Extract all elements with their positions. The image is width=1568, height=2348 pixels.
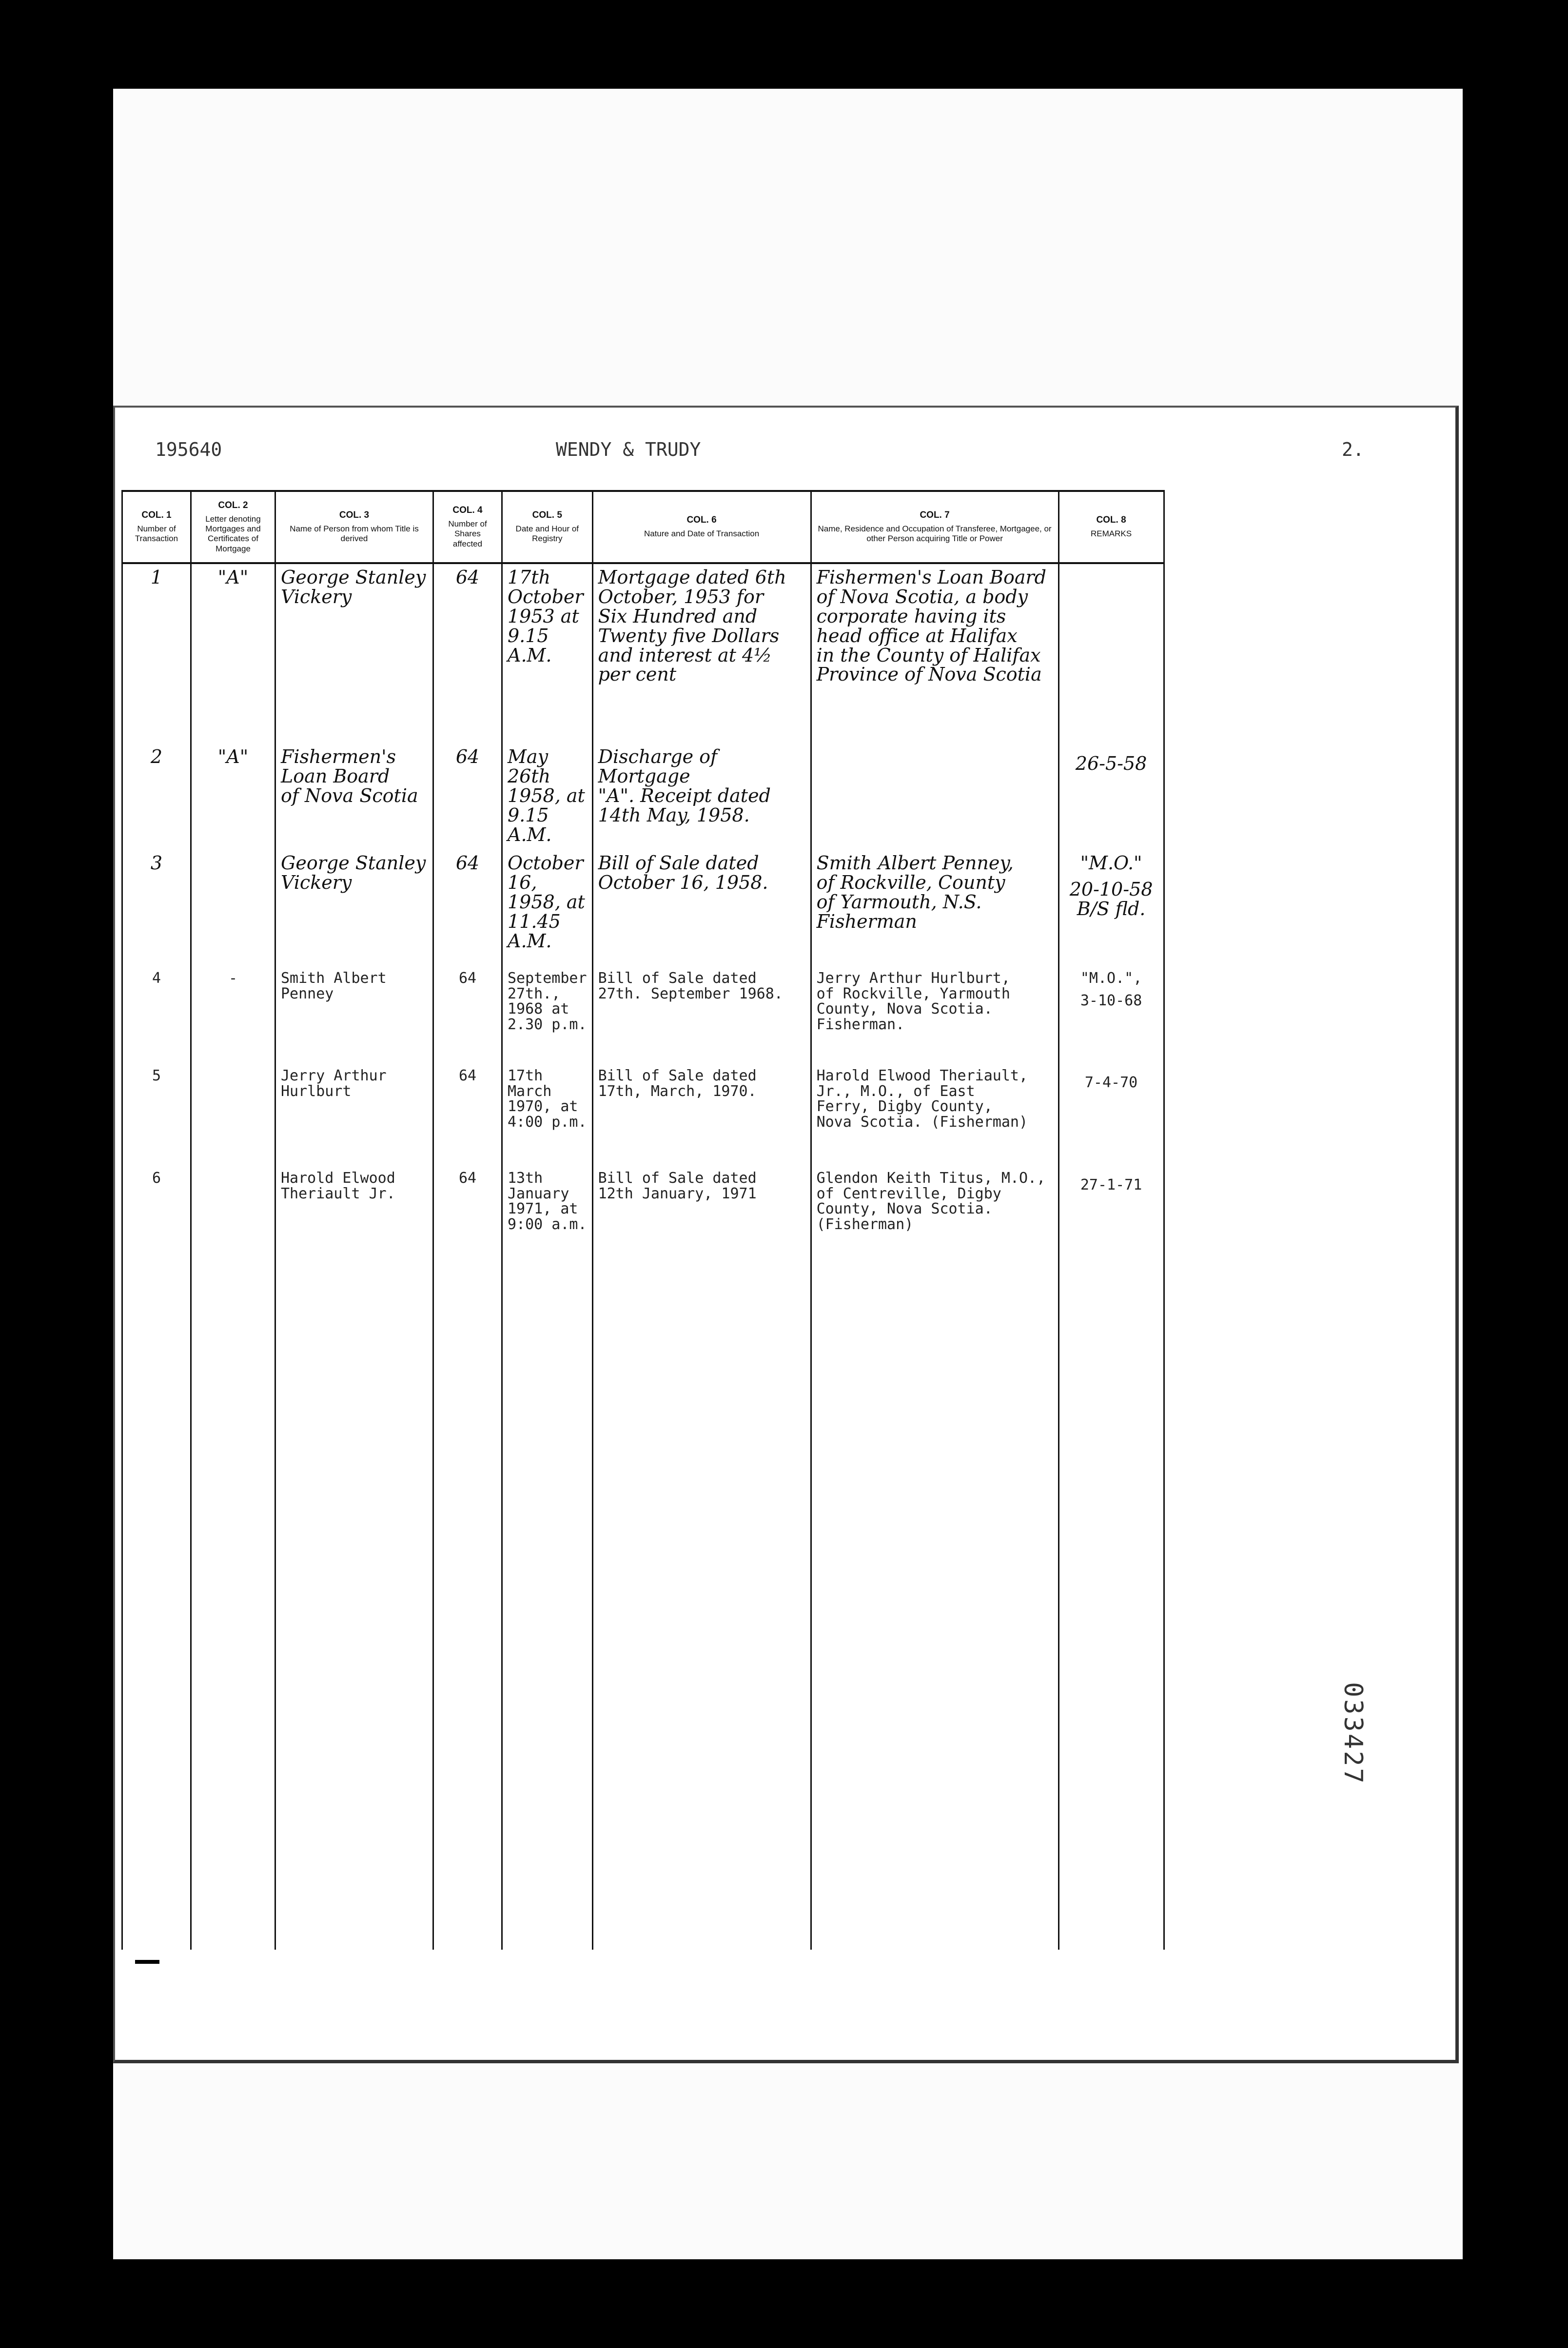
document-stamp: 033427 [1338, 1682, 1368, 1785]
transaction-nature: Bill of Sale dated 17th, March, 1970. [592, 1064, 811, 1167]
remarks-cell [1058, 744, 1164, 850]
transaction-nature: Bill of Sale dated 12th January, 1971 [592, 1167, 811, 1269]
blank-cell [191, 1269, 275, 1950]
column-number: COL. 3 [339, 510, 370, 521]
title-derived-from: Smith Albert Penney [275, 967, 433, 1064]
remark-date: 3-10-68 [1080, 992, 1142, 1009]
column-number: COL. 6 [686, 515, 717, 526]
column-number: COL. 4 [452, 505, 483, 516]
title-derived-from: Harold Elwood Theriault Jr. [275, 1167, 433, 1269]
title-derived-from: Jerry Arthur Hurlburt [275, 1064, 433, 1167]
table-row [122, 1167, 1164, 1269]
blank-ruled-space [122, 1269, 1164, 1950]
shares-affected: 64 [433, 967, 502, 1064]
ship-register-table [121, 490, 1165, 1950]
column-label: Name of Person from whom Title is derived [290, 524, 419, 544]
transferee-details [811, 744, 1058, 850]
transaction-nature: Bill of Sale dated 27th. September 1968. [592, 967, 811, 1064]
shares-affected: 64 [433, 563, 502, 744]
registry-number: 195640 [155, 439, 222, 460]
column-header-2 [191, 491, 275, 563]
edge-mark [135, 1960, 159, 1964]
column-header-8 [1058, 491, 1164, 563]
blank-cell [433, 1269, 502, 1950]
remarks-cell [1058, 563, 1164, 744]
column-number: COL. 7 [920, 510, 950, 521]
column-header-6 [592, 491, 811, 563]
transaction-number: 6 [122, 1167, 191, 1269]
column-number: COL. 1 [141, 510, 172, 521]
page-number: 2. [1342, 439, 1364, 460]
registry-date-hour: May 26th 1958, at 9.15 A.M. [502, 744, 593, 850]
table-row [122, 967, 1164, 1064]
vessel-name: WENDY & TRUDY [556, 439, 701, 460]
transaction-number: 3 [122, 850, 191, 967]
column-header-4 [433, 491, 502, 563]
column-header-1 [122, 491, 191, 563]
shares-affected: 64 [433, 744, 502, 850]
table-row [122, 1064, 1164, 1167]
column-label: Number of Transaction [135, 524, 178, 544]
shares-affected: 64 [433, 1167, 502, 1269]
transaction-nature: Mortgage dated 6th October, 1953 for Six Hundred and Twenty five Dollars and interest at 4½ per cent [592, 563, 811, 744]
column-label: REMARKS [1091, 529, 1132, 539]
column-label: Name, Residence and Occupation of Transferee, Mortgagee, or other Person acquiring Title or Power [818, 524, 1052, 544]
shares-affected: 64 [433, 850, 502, 967]
column-label: Letter denoting Mortgages and Certificates of Mortgage [205, 514, 261, 553]
column-label: Number of Shares affected [448, 519, 487, 548]
mortgage-letter: - [191, 967, 275, 1064]
transferee-details: Harold Elwood Theriault, Jr., M.O., of East Ferry, Digby County, Nova Scotia. (Fisherman) [811, 1064, 1058, 1167]
table-row [122, 563, 1164, 744]
registry-date-hour: 13th January 1971, at 9:00 a.m. [502, 1167, 593, 1269]
mortgage-letter [191, 1064, 275, 1167]
column-number: COL. 5 [532, 510, 562, 521]
registry-date-hour: 17th October 1953 at 9.15 A.M. [502, 563, 593, 744]
column-label: Nature and Date of Transaction [644, 529, 760, 539]
remark-date: 20-10-58 B/S fld. [1069, 878, 1153, 920]
transaction-number: 1 [122, 563, 191, 744]
remarks-cell [1058, 1064, 1164, 1167]
remarks-cell [1058, 850, 1164, 967]
remarks-cell [1058, 1167, 1164, 1269]
remark-note: "M.O.", [1080, 970, 1142, 987]
remark-date: 27-1-71 [1080, 1176, 1142, 1194]
transaction-number: 5 [122, 1064, 191, 1167]
mortgage-letter: "A" [191, 744, 275, 850]
blank-cell [592, 1269, 811, 1950]
registry-date-hour: September 27th., 1968 at 2.30 p.m. [502, 967, 593, 1064]
remark-date: 26-5-58 [1075, 753, 1147, 774]
title-derived-from: Fishermen's Loan Board of Nova Scotia [275, 744, 433, 850]
remarks-cell [1058, 967, 1164, 1064]
registry-date-hour: October 16, 1958, at 11.45 A.M. [502, 850, 593, 967]
blank-cell [1058, 1269, 1164, 1950]
blank-cell [502, 1269, 593, 1950]
transaction-number: 2 [122, 744, 191, 850]
header-row [122, 491, 1164, 563]
transaction-nature: Discharge of Mortgage "A". Receipt dated 14th May, 1958. [592, 744, 811, 850]
blank-cell [122, 1269, 191, 1950]
blank-cell [275, 1269, 433, 1950]
table-row [122, 744, 1164, 850]
transferee-details: Smith Albert Penney, of Rockville, County of Yarmouth, N.S. Fisherman [811, 850, 1058, 967]
column-header-7 [811, 491, 1058, 563]
column-label: Date and Hour of Registry [515, 524, 579, 544]
column-number: COL. 2 [218, 500, 248, 510]
transaction-number: 4 [122, 967, 191, 1064]
shares-affected: 64 [433, 1064, 502, 1167]
blank-cell [811, 1269, 1058, 1950]
transferee-details: Glendon Keith Titus, M.O., of Centreville, Digby County, Nova Scotia. (Fisherman) [811, 1167, 1058, 1269]
mortgage-letter [191, 850, 275, 967]
mortgage-letter [191, 1167, 275, 1269]
remark-date: 7-4-70 [1084, 1074, 1138, 1091]
transferee-details: Fishermen's Loan Board of Nova Scotia, a body corporate having its head office at Halifax in the County of Halifax Province of Nova Scotia [811, 563, 1058, 744]
title-derived-from: George Stanley Vickery [275, 850, 433, 967]
title-derived-from: George Stanley Vickery [275, 563, 433, 744]
registry-date-hour: 17th March 1970, at 4:00 p.m. [502, 1064, 593, 1167]
column-header-5 [502, 491, 593, 563]
transaction-nature: Bill of Sale dated October 16, 1958. [592, 850, 811, 967]
column-header-3 [275, 491, 433, 563]
transferee-details: Jerry Arthur Hurlburt, of Rockville, Yarmouth County, Nova Scotia. Fisherman. [811, 967, 1058, 1064]
table-row [122, 850, 1164, 967]
column-number: COL. 8 [1096, 515, 1126, 526]
remark-note: "M.O." [1080, 852, 1142, 874]
mortgage-letter: "A" [191, 563, 275, 744]
table-body [122, 563, 1164, 1950]
